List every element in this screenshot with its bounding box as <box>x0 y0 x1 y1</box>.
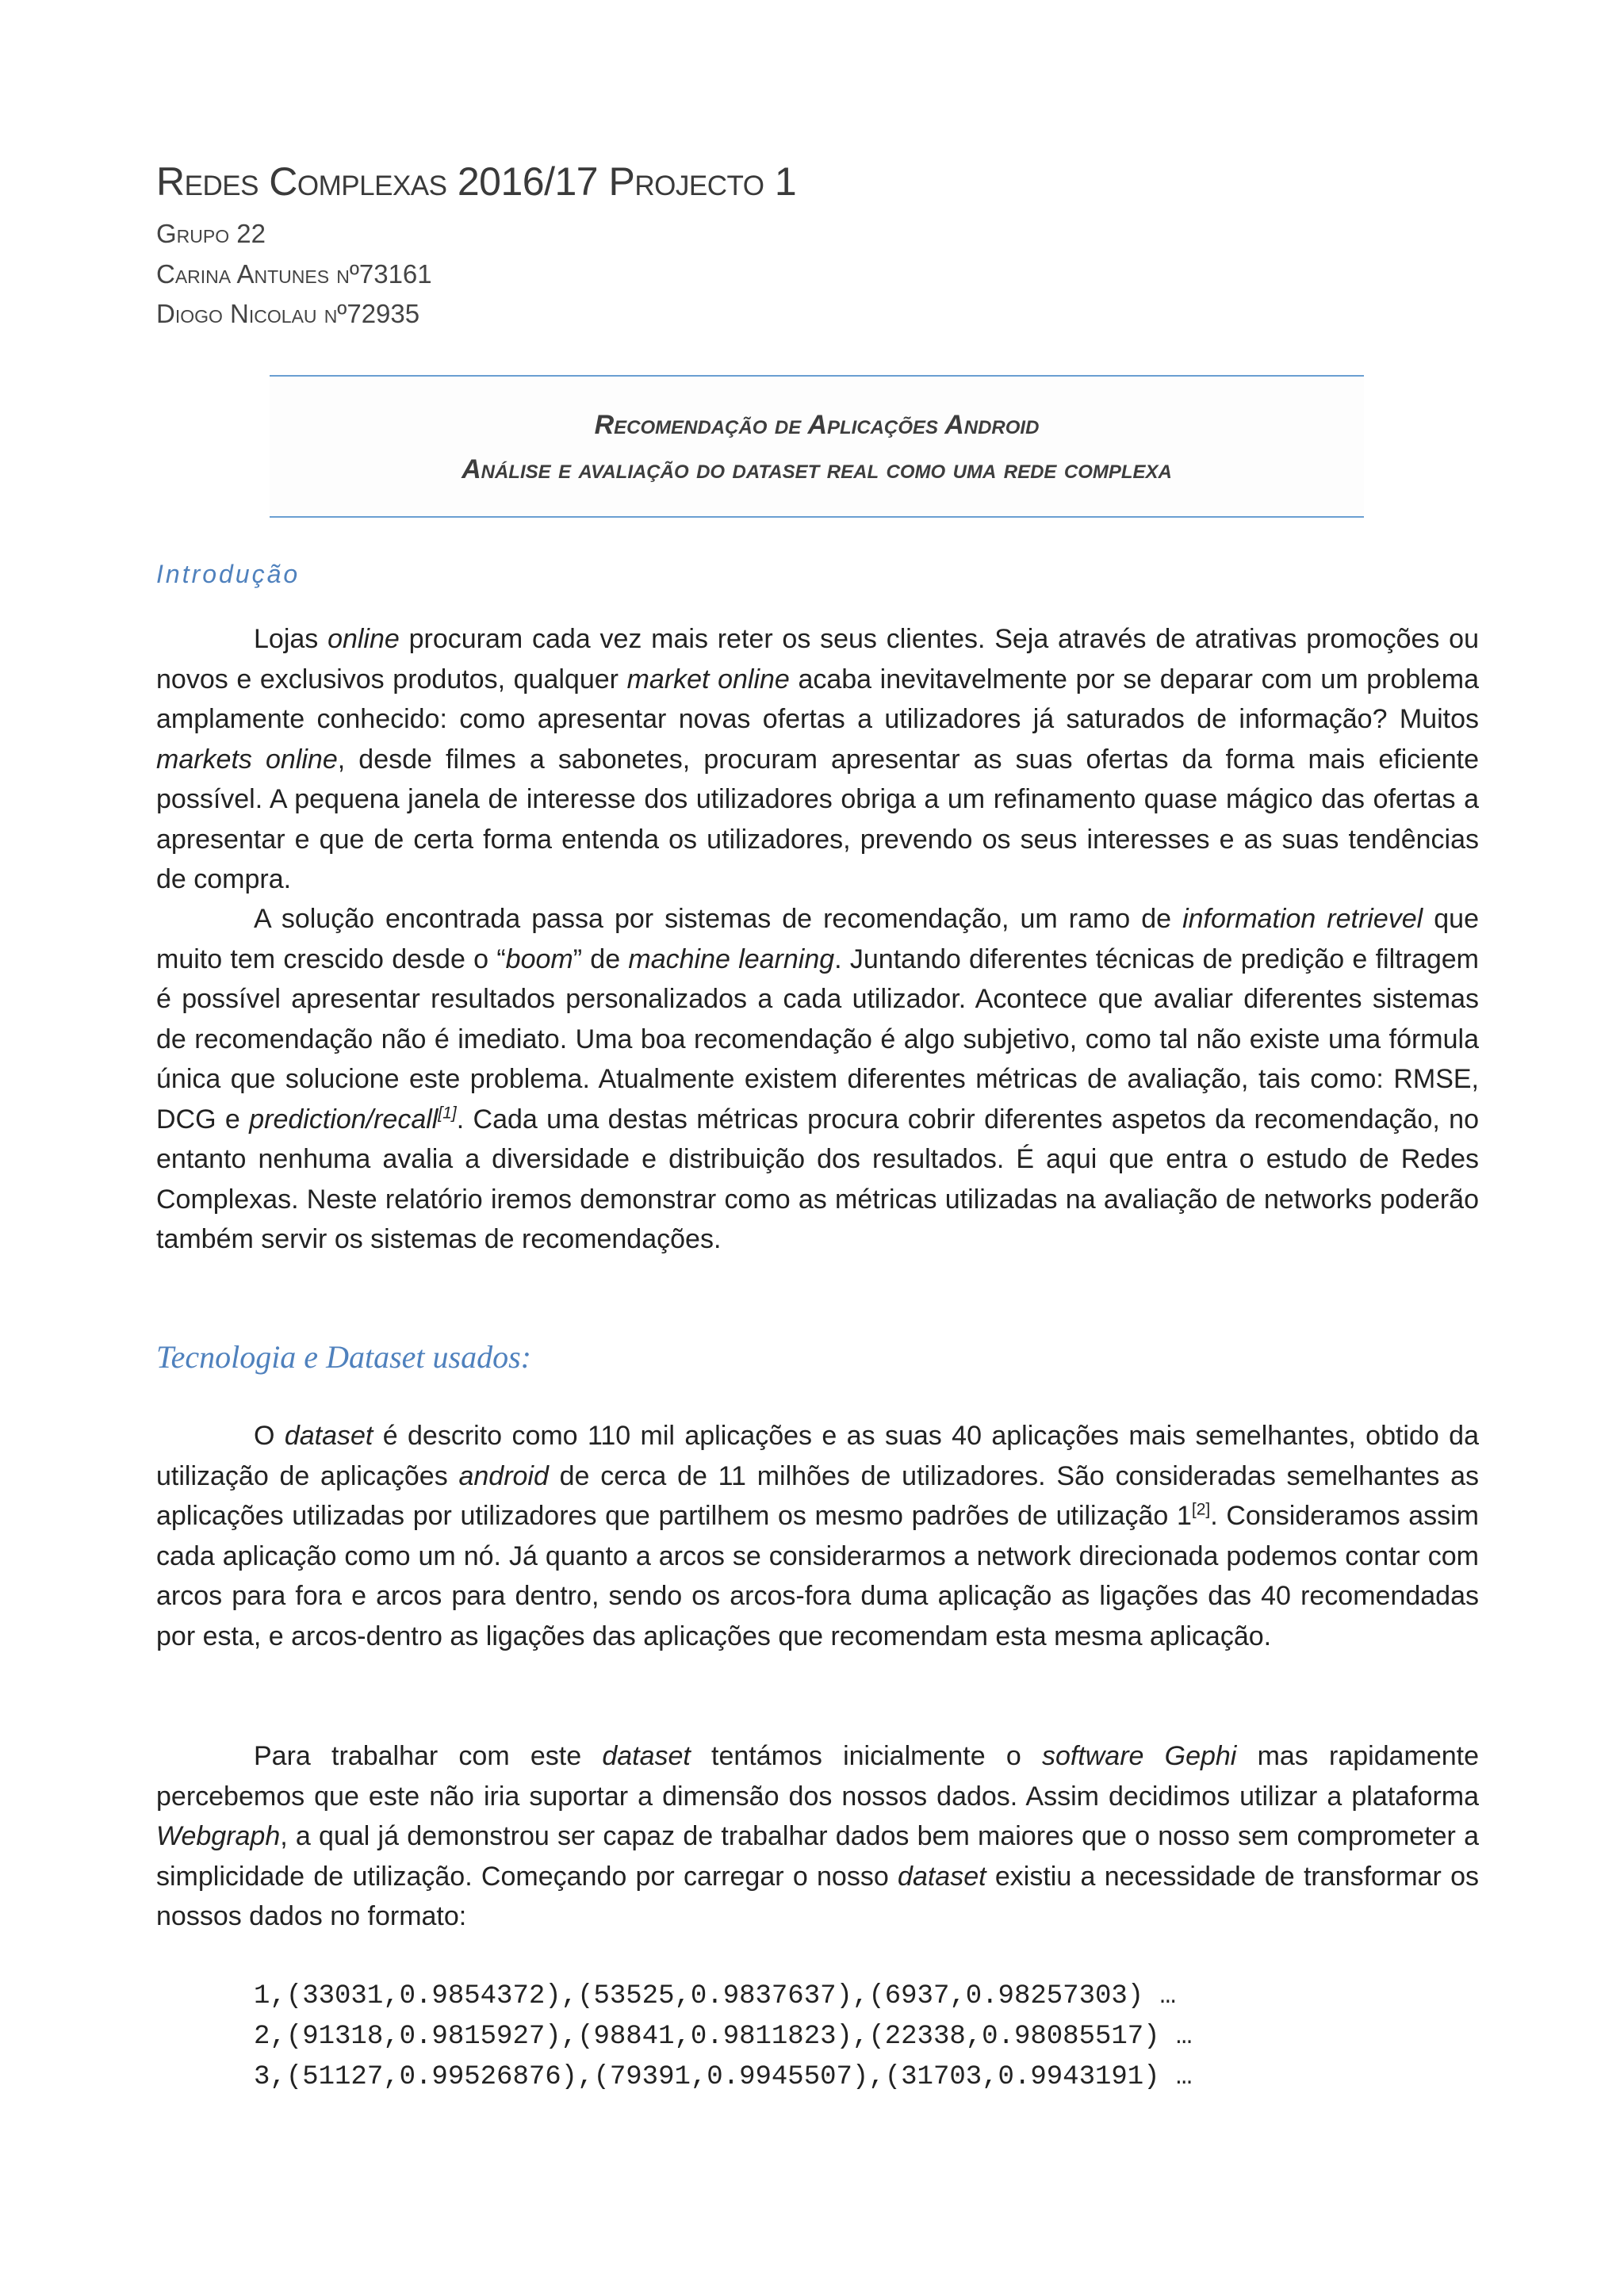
author-diogo: Diogo Nicolau nº72935 <box>156 299 420 328</box>
footnote-ref-1: [1] <box>438 1104 457 1123</box>
webgraph-paragraph: Para trabalhar com este dataset tentámos inicialmente o software Gephi mas rapidamente percebemos que este não iria suportar a dimensão dos nossos dados. Assim decidimos utilizar a plataforma Webgraph, a qual já demonstrou ser capaz de trabalhar dados bem maiores que o nosso sem comprometer a simplicidade de utilização. Começando por carregar o nosso dataset existiu a necessidade de transformar os nossos dados no formato: <box>156 1741 1480 1931</box>
code-line: 2,(91318,0.9815927),(98841,0.9811823),(22338,0.98085517) … <box>254 2022 1193 2052</box>
dataset-paragraph: O dataset é descrito como 110 mil aplicações e as suas 40 aplicações mais semelhantes, obtido da utilização de aplicações android de cerca de 11 milhões de utilizadores. São consideradas semelhantes as aplicações utilizadas por utilizadores que partilhem os mesmo padrões de utilização 1[2]. Consideramos assim cada aplicação como um nó. Já quanto a arcos se considerarmos a network direcionada podemos contar com arcos para fora e arcos para dentro, sendo os arcos-fora duma aplicação as ligações das 40 recomendadas por esta, e arcos-dentro as ligações das aplicações que recomendam esta mesma aplicação. <box>156 1421 1479 1651</box>
intro-heading: Introdução <box>156 560 301 588</box>
tech-dataset-heading: Tecnologia e Dataset usados: <box>156 1339 531 1375</box>
data-format-code-block <box>254 1976 1192 2098</box>
code-line: 1,(33031,0.9854372),(53525,0.9837637),(6937,0.98257303) … <box>254 1981 1176 2011</box>
footnote-ref-2: [2] <box>1191 1500 1211 1519</box>
banner-line-1: Recomendação de Aplicações Android <box>594 410 1040 440</box>
intro-paragraph-1: Lojas online procuram cada vez mais reter os seus clientes. Seja através de atrativas promoções ou novos e exclusivos produtos, qualquer market online acaba inevitavelmente por se deparar com um problema amplamente conhecido: como apresentar novas ofertas a utilizadores já saturados de informação? Muitos markets online, desde filmes a sabonetes, procuram apresentar as suas ofertas da forma mais eficiente possível. A pequena janela de interesse dos utilizadores obriga a um refinamento quase mágico das ofertas a apresentar e que de certa forma entenda os utilizadores, prevendo os seus interesses e as suas tendências de compra. <box>156 624 1479 894</box>
group-label: Grupo 22 <box>156 219 266 248</box>
banner-line-2: Análise e avaliação do dataset real como uma rede complexa <box>462 454 1172 484</box>
intro-paragraph-2: A solução encontrada passa por sistemas de recomendação, um ramo de information retrievel que muito tem crescido desde o “boom” de machine learning. Juntando diferentes técnicas de predição e filtragem é possível apresentar resultados personalizados a cada utilizador. Acontece que avaliar diferentes sistemas de recomendação não é imediato. Uma boa recomendação é algo subjetivo, como tal não existe uma fórmula única que solucione este problema. Atualmente existem diferentes métricas de avaliação, tais como: RMSE, DCG e prediction/recall[1]. Cada uma destas métricas procura cobrir diferentes aspetos da recomendação, no entanto nenhuma avalia a diversidade e distribuição dos resultados. É aqui que entra o estudo de Redes Complexas. Neste relatório iremos demonstrar como as métricas utilizadas na avaliação de networks poderão também servir os sistemas de recomendações. <box>156 904 1479 1254</box>
subtitle-banner <box>270 375 1364 518</box>
code-line: 3,(51127,0.99526876),(79391,0.9945507),(31703,0.9943191) … <box>254 2062 1193 2092</box>
document-title: Redes Complexas 2016/17 Projecto 1 <box>156 159 797 204</box>
author-carina: Carina Antunes nº73161 <box>156 259 432 289</box>
